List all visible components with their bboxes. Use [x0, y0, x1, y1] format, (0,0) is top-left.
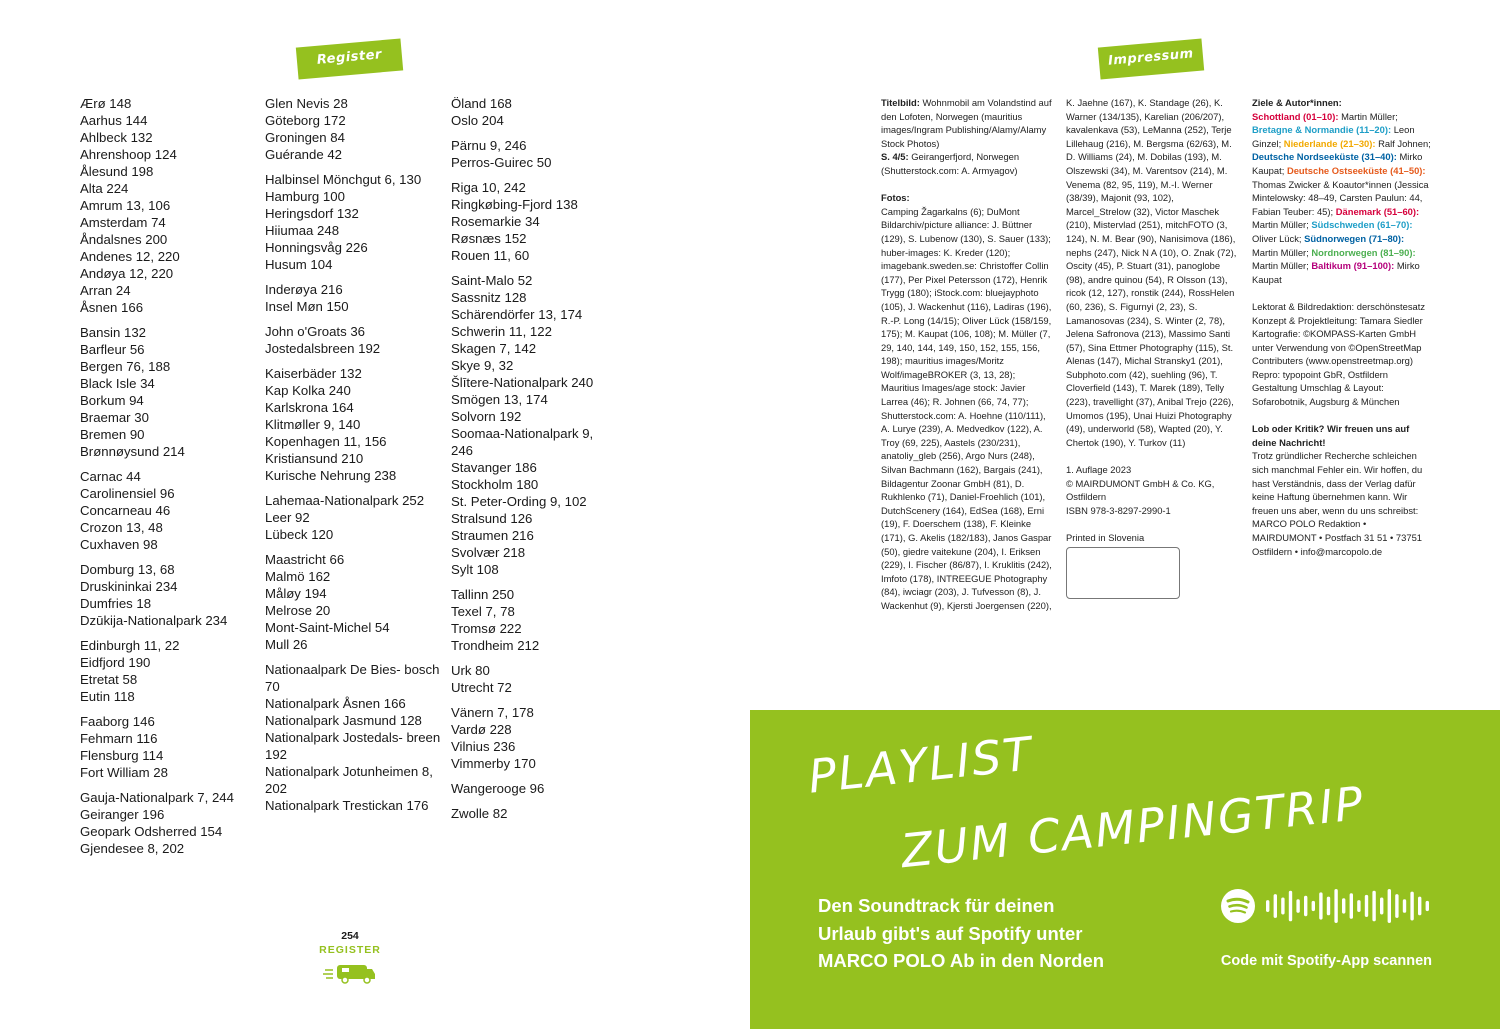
register-entry: Hiiumaa 248 — [265, 223, 340, 238]
spotify-code-bar — [1410, 892, 1413, 921]
register-entry: Husum 104 — [265, 257, 333, 272]
register-entry: Geopark Odsherred 154 — [80, 824, 223, 839]
register-entry: Gauja-Nationalpark 7, 244 — [80, 790, 234, 805]
register-entry: Skye 9, 32 — [451, 358, 514, 373]
spotify-code-bar — [1281, 898, 1284, 915]
register-group — [80, 561, 260, 629]
register-entry: Karlskrona 164 — [265, 400, 354, 415]
register-entry: Texel 7, 78 — [451, 604, 515, 619]
spotify-code-bar — [1327, 897, 1330, 916]
register-entry: Straumen 216 — [451, 528, 534, 543]
register-entry: Svolvær 218 — [451, 545, 526, 560]
register-group — [451, 805, 611, 822]
register-entry: Nationalpark Åsnen 166 — [265, 696, 406, 711]
register-entry: Schärendörfer 13, 174 — [451, 307, 583, 322]
register-entry: Skagen 7, 142 — [451, 341, 537, 356]
impressum-column-3 — [1252, 96, 1432, 558]
copyright: © MAIRDUMONT GmbH & Co. KG, Ostfildern — [1066, 477, 1215, 503]
register-entry: Vardø 228 — [451, 722, 512, 737]
register-entry: Black Isle 34 — [80, 376, 155, 391]
register-entry: Rosemarkie 34 — [451, 214, 540, 229]
register-entry: Arran 24 — [80, 283, 131, 298]
region-daenemark: Dänemark (51–60): — [1335, 205, 1420, 217]
s45-label: S. 4/5: — [881, 151, 909, 163]
register-group — [451, 662, 611, 696]
register-entry: Tromsø 222 — [451, 621, 522, 636]
register-entry: Pärnu 9, 246 — [451, 138, 527, 153]
region-schottland: Schottland (01–10): — [1252, 110, 1339, 122]
register-entry: Jostedalsbreen 192 — [265, 341, 381, 356]
register-entry: Soomaa-Nationalpark 9, 246 — [451, 426, 594, 458]
register-entry: Trondheim 212 — [451, 638, 540, 653]
register-entry: Brønnøysund 214 — [80, 444, 185, 459]
playlist-text-line-3: MARCO POLO Ab in den Norden — [818, 950, 1105, 971]
spotify-code-bar — [1274, 894, 1277, 918]
register-group — [80, 637, 260, 705]
spotify-logo-icon — [1220, 888, 1256, 924]
register-entry: Oslo 204 — [451, 113, 504, 128]
register-entry: Kristiansund 210 — [265, 451, 364, 466]
register-entry: Halbinsel Mönchgut 6, 130 — [265, 172, 422, 187]
register-group — [265, 492, 445, 543]
spotify-code-bar — [1418, 897, 1421, 916]
register-column-2 — [265, 95, 445, 822]
register-entry: Sassnitz 128 — [451, 290, 527, 305]
register-entry: Riga 10, 242 — [451, 180, 526, 195]
titelbild-text: Wohnmobil am Volandstind auf den Lofoten, Norwegen (mauritius images/Ingram Publishing/Alamy/Alamy Stock Photos) — [881, 97, 1052, 149]
author-nordnorwegen: Martin Müller; — [1252, 260, 1309, 272]
author-baltikum: Mirko Kaupat — [1252, 260, 1420, 285]
author-suednorwegen: Martin Müller; — [1252, 246, 1309, 258]
region-bretagne: Bretagne & Normandie (11–20): — [1252, 124, 1392, 136]
register-entry: Andenes 12, 220 — [80, 249, 180, 264]
page-number: 254 — [341, 930, 359, 942]
register-entry: Stavanger 186 — [451, 460, 537, 475]
region-suedschweden: Südschweden (61–70): — [1311, 219, 1413, 231]
register-entry: Nationaalpark De Bies- bosch 70 — [265, 662, 440, 694]
register-group — [80, 789, 260, 857]
spotify-code-bar — [1395, 894, 1398, 918]
register-entry: Fehmarn 116 — [80, 731, 158, 746]
register-entry: Schwerin 11, 122 — [451, 324, 552, 339]
spotify-code-bar — [1319, 892, 1322, 919]
spotify-code-bar — [1372, 891, 1375, 922]
register-entry: Rouen 11, 60 — [451, 248, 530, 263]
region-niederlande: Niederlande (21–30): — [1283, 137, 1376, 149]
register-entry: Vänern 7, 178 — [451, 705, 534, 720]
spotify-code-bar — [1380, 898, 1383, 915]
register-entry: Stralsund 126 — [451, 511, 533, 526]
register-column-3 — [451, 95, 611, 830]
spotify-code-bar — [1342, 898, 1345, 913]
region-suednorwegen: Südnorwegen (71–80): — [1304, 232, 1405, 244]
register-entry: Leer 92 — [265, 510, 310, 525]
playlist-banner — [750, 710, 1500, 1029]
ziele-label: Ziele & Autor*innen: — [1252, 97, 1342, 108]
feedback-title: Lob oder Kritik? Wir freuen uns auf deine Nachricht! — [1252, 423, 1410, 448]
register-entry: Nationalpark Jotunheimen 8, 202 — [265, 764, 433, 796]
feedback-text: Trotz gründlicher Recherche schleichen sich manchmal Fehler ein. Wir hoffen, du hast Verständnis, dass der Verlag dafür keine Haftung übernehmen kann. Wir freuen uns aber, wenn du uns schreibst: MARCO POLO Redaktion • MAIRDUMONT • Postfach 31 51 • 73751 Ostfildern • info@marcopolo.de — [1252, 450, 1423, 557]
register-entry: Šlītere-Nationalpark 240 — [451, 375, 594, 390]
register-tag: Register — [296, 38, 403, 79]
register-entry: Concarneau 46 — [80, 503, 171, 518]
register-group — [451, 95, 611, 129]
stamp-box — [1066, 547, 1180, 599]
register-entry: Nationalpark Jasmund 128 — [265, 713, 422, 728]
register-entry: Bergen 76, 188 — [80, 359, 171, 374]
author-schottland: Martin Müller; — [1338, 110, 1398, 122]
register-entry: Amsterdam 74 — [80, 215, 166, 230]
register-entry: Inderøya 216 — [265, 282, 343, 297]
register-entry: Ringkøbing-Fjord 138 — [451, 197, 578, 212]
register-entry: Måløy 194 — [265, 586, 327, 601]
register-entry: Domburg 13, 68 — [80, 562, 175, 577]
author-daenemark: Martin Müller; — [1252, 219, 1309, 231]
register-entry: Stockholm 180 — [451, 477, 539, 492]
edition: 1. Auflage 2023 — [1066, 464, 1132, 476]
register-group — [265, 323, 445, 357]
register-entry: Dzūkija-Nationalpark 234 — [80, 613, 228, 628]
register-entry: Gjendesee 8, 202 — [80, 841, 185, 856]
register-entry: St. Peter-Ording 9, 102 — [451, 494, 587, 509]
register-entry: Wangerooge 96 — [451, 781, 545, 796]
register-entry: Malmö 162 — [265, 569, 331, 584]
region-ostsee: Deutsche Ostseeküste (41–50): — [1286, 164, 1426, 176]
register-entry: Maastricht 66 — [265, 552, 345, 567]
register-entry: Andøya 12, 220 — [80, 266, 174, 281]
register-entry: Eutin 118 — [80, 689, 135, 704]
register-entry: Kaiserbäder 132 — [265, 366, 362, 381]
impressum-column-1 — [881, 96, 1053, 613]
register-entry: Åsnen 166 — [80, 300, 144, 315]
isbn: ISBN 978-3-8297-2990-1 — [1066, 504, 1171, 516]
register-entry: Glen Nevis 28 — [265, 96, 348, 111]
register-entry: Melrose 20 — [265, 603, 331, 618]
register-entry: Lahemaa-Nationalpark 252 — [265, 493, 425, 508]
register-column-1 — [80, 95, 260, 865]
register-entry: Lübeck 120 — [265, 527, 334, 542]
titelbild-label: Titelbild: — [881, 97, 920, 108]
editorial-credits: Lektorat & Bildredaktion: derschönstesatz Konzept & Projektleitung: Tamara Siedler Kartografie: ©KOMPASS-Karten GmbH unter Verwendung von ©OpenStreetMap Contributers (www.openstreetmap.org) Repro: typopoint GbR, Ostfildern Gestaltung Umschlag & Layout: Sofarobotnik, Augsburg & München — [1252, 300, 1426, 408]
spotify-code-bar — [1289, 891, 1292, 922]
register-group — [80, 468, 260, 553]
register-entry: Eidfjord 190 — [80, 655, 151, 670]
register-entry: Dumfries 18 — [80, 596, 152, 611]
playlist-text-line-2: Urlaub gibt's auf Spotify unter — [818, 922, 1083, 944]
page-folio — [300, 930, 400, 984]
spotify-code-bar — [1388, 889, 1391, 923]
register-entry: Cuxhaven 98 — [80, 537, 158, 552]
spotify-code[interactable] — [1265, 888, 1435, 924]
register-group — [80, 95, 260, 316]
register-entry: Groningen 84 — [265, 130, 345, 145]
register-entry: Nationalpark Trestickan 176 — [265, 798, 429, 813]
register-group — [451, 704, 611, 772]
register-entry: Fort William 28 — [80, 765, 168, 780]
register-group — [451, 780, 611, 797]
register-entry: Ærø 148 — [80, 96, 132, 111]
s45-text: Geirangerfjord, Norwegen (Shutterstock.com: A. Armyagov) — [881, 151, 1020, 176]
register-group — [265, 661, 445, 814]
register-entry: Bremen 90 — [80, 427, 145, 442]
author-nordsee: Mirko Kaupat; — [1252, 151, 1423, 176]
register-entry: Klitmøller 9, 140 — [265, 417, 361, 432]
register-entry: Öland 168 — [451, 96, 512, 111]
playlist-text — [818, 892, 1178, 975]
register-entry: Insel Møn 150 — [265, 299, 349, 314]
spotify-code-bar — [1304, 896, 1307, 916]
spotify-code-caption: Code mit Spotify-App scannen — [1220, 953, 1432, 969]
register-group — [451, 586, 611, 654]
register-entry: Smögen 13, 174 — [451, 392, 548, 407]
register-entry: Vilnius 236 — [451, 739, 516, 754]
register-entry: Sylt 108 — [451, 562, 499, 577]
fotos-credits-1: Camping Žagarkalns (6); DuMont Bildarchiv/picture alliance: J. Büttner (129), S. Lubenow (130), S. Sauer (133); huber-images: K. Kreder (120); imagebank.sweden.se: Christoffer Collin (177), Per Pixel Petersson (172), Henrik Trygg (180); iStock.com: bluejayphoto (105), J. Wackenhut (116), Ladiras (196), R.-P. Long (14/15); Oliver Lück (158/159, 175); M. Kaupat (106, 108); M. Müller (7, 29, 140, 144, 149, 150, 152, 155, 156, 198); mauritius images/Moritz Wolf/imageBROKER (3, 13, 28); Mauritius Images/age stock: Javier Larrea (46); R. Johnen (66, 74, 77); Shutterstock.com: A. Hoehne (110/111), A. Lurye (239), A. Medvedkov (122), A. Troy (69, 225), Aastels (230/231), anatoliy_gleb (256), Argo Nurs (248), Silvan Bachmann (162), Bargais (241), Bildagentur Zoonar GmbH (81), D. Rukhlenko (71), Daniel-Froehlich (101), DutchScenery (164), EdSea (168), Erni (19), F. Doerschem (138), F. Kleinke (171), G. Akelis (182/183), Janos Gaspar (50), giedre vaitekune (204), I. Eriksen (229), I. Fischer (86/87), I. Kruklitis (242), Imfoto (178), INTREEGUE Photography (84), iwciagr (203), J. Tufvesson (8), J. Wackenhut (9), Kjersti Joergensen (220), — [881, 205, 1052, 611]
register-entry: Kap Kolka 240 — [265, 383, 351, 398]
register-entry: Hamburg 100 — [265, 189, 345, 204]
author-niederlande: Ralf Johnen; — [1375, 137, 1431, 149]
register-entry: Faaborg 146 — [80, 714, 155, 729]
register-entry: Göteborg 172 — [265, 113, 346, 128]
register-entry: Åndalsnes 200 — [80, 232, 168, 247]
impressum-tag: Impressum — [1098, 39, 1204, 80]
register-entry: Utrecht 72 — [451, 680, 512, 695]
register-entry: Kopenhagen 11, 156 — [265, 434, 387, 449]
register-group — [451, 137, 611, 171]
impressum-column-2 — [1066, 96, 1238, 599]
register-entry: Urk 80 — [451, 663, 490, 678]
register-group — [265, 551, 445, 653]
register-group — [451, 272, 611, 578]
register-group — [80, 713, 260, 781]
register-entry: Ahlbeck 132 — [80, 130, 153, 145]
register-entry: Perros-Guirec 50 — [451, 155, 552, 170]
region-nordsee: Deutsche Nordseeküste (31–40): — [1252, 151, 1397, 163]
author-ostsee: Thomas Zwicker & Koautor*innen (Jessica Mintelowsky: 48–49, Carsten Paulun: 44, Fabian Teuber: 45); — [1252, 178, 1429, 217]
register-entry: Kurische Nehrung 238 — [265, 468, 397, 483]
register-entry: Crozon 13, 48 — [80, 520, 163, 535]
spotify-code-bar — [1350, 893, 1353, 919]
register-entry: Solvorn 192 — [451, 409, 522, 424]
register-entry: Druskininkai 234 — [80, 579, 178, 594]
playlist-headline-1: PLAYLIST — [805, 726, 1036, 804]
register-entry: Flensburg 114 — [80, 748, 164, 763]
register-group — [80, 324, 260, 460]
register-group — [265, 171, 445, 273]
author-suedschweden: Oliver Lück; — [1252, 232, 1302, 244]
register-entry: Geiranger 196 — [80, 807, 165, 822]
register-group — [451, 179, 611, 264]
register-entry: Ahrenshoop 124 — [80, 147, 177, 162]
folio-section-label: REGISTER — [319, 944, 381, 956]
playlist-headline-2: ZUM CAMPINGTRIP — [898, 775, 1368, 879]
spotify-code-bar — [1426, 901, 1429, 911]
register-entry: Nationalpark Jostedals- breen 192 — [265, 730, 441, 762]
spotify-code-bar — [1312, 901, 1315, 911]
register-entry: Etretat 58 — [80, 672, 138, 687]
printed-in: Printed in Slovenia — [1066, 532, 1145, 543]
register-entry: Amrum 13, 106 — [80, 198, 171, 213]
register-entry: Mull 26 — [265, 637, 308, 652]
register-entry: Alta 224 — [80, 181, 129, 196]
register-entry: Heringsdorf 132 — [265, 206, 359, 221]
spotify-code-bar — [1266, 900, 1269, 912]
register-entry: Røsnæs 152 — [451, 231, 527, 246]
spotify-code-bar — [1334, 889, 1337, 923]
register-group — [265, 95, 445, 163]
register-entry: John o'Groats 36 — [265, 324, 366, 339]
register-entry: Vimmerby 170 — [451, 756, 536, 771]
region-nordnorwegen: Nordnorwegen (81–90): — [1311, 246, 1416, 258]
register-entry: Aarhus 144 — [80, 113, 148, 128]
register-entry: Honningsvåg 226 — [265, 240, 368, 255]
register-entry: Guérande 42 — [265, 147, 342, 162]
register-group — [265, 365, 445, 484]
author-bretagne: Leon Ginzel; — [1252, 124, 1415, 149]
register-entry: Saint-Malo 52 — [451, 273, 533, 288]
spotify-code-bar — [1296, 899, 1299, 913]
register-entry: Ålesund 198 — [80, 164, 154, 179]
register-entry: Mont-Saint-Michel 54 — [265, 620, 390, 635]
register-entry: Braemar 30 — [80, 410, 149, 425]
camper-van-icon — [323, 962, 377, 984]
playlist-text-line-1: Den Soundtrack für deinen — [818, 895, 1055, 916]
register-entry: Zwolle 82 — [451, 806, 508, 821]
fotos-credits-2: K. Jaehne (167), K. Standage (26), K. Warner (134/135), Karelian (206/207), kavalenkava (53), LeManna (252), Terje Lillehaug (216), M. Bergsma (62/63), M. D. Williams (24), M. Dobilas (193), M. Olszewski (34), M. Varentsov (214), M. Venema (82, 95, 119), M.-I. Werner (38/39), Majonit (93, 102), Marcel_Strelow (32), Victor Maschek (210), Mistervlad (251), mitchFOTO (3, 124), N. M. Bear (90), Nanisimova (186), nephs (247), Nick N A (10), O. Znak (72), Oscity (45), P. Stuart (31), panoglobe (98), andre quinou (54), R Olsson (13), ricok (12, 127), ronstik (244), RossHelen (60, 236), S. Figurnyi (2, 23), S. Lamanosovas (234), S. Winter (2, 78), Jelena Safronova (213), Massimo Santi (57), Sina Ettmer Photography (115), St. Alenas (147), Michal Stransky1 (201), Subphoto.com (42), suehling (96), T. Cloverfield (143), T. Marek (189), Telly (223), travellight (37), Anibal Trejo (226), Umomos (195), Unai Huizi Photography (49), underworld (58), Wapted (20), Y. Chertok (190), Y. Turkov (11) — [1066, 97, 1237, 448]
register-entry: Tallinn 250 — [451, 587, 515, 602]
spotify-code-bar — [1403, 899, 1406, 913]
register-entry: Borkum 94 — [80, 393, 144, 408]
register-entry: Bansin 132 — [80, 325, 146, 340]
register-entry: Carolinensiel 96 — [80, 486, 175, 501]
register-group — [265, 281, 445, 315]
spotify-code-bar — [1365, 895, 1368, 917]
spotify-code-bar — [1357, 900, 1360, 912]
register-entry: Edinburgh 11, 22 — [80, 638, 180, 653]
region-baltikum: Baltikum (91–100): — [1311, 260, 1395, 272]
fotos-label: Fotos: — [881, 192, 910, 204]
register-entry: Barfleur 56 — [80, 342, 145, 357]
register-entry: Carnac 44 — [80, 469, 141, 484]
